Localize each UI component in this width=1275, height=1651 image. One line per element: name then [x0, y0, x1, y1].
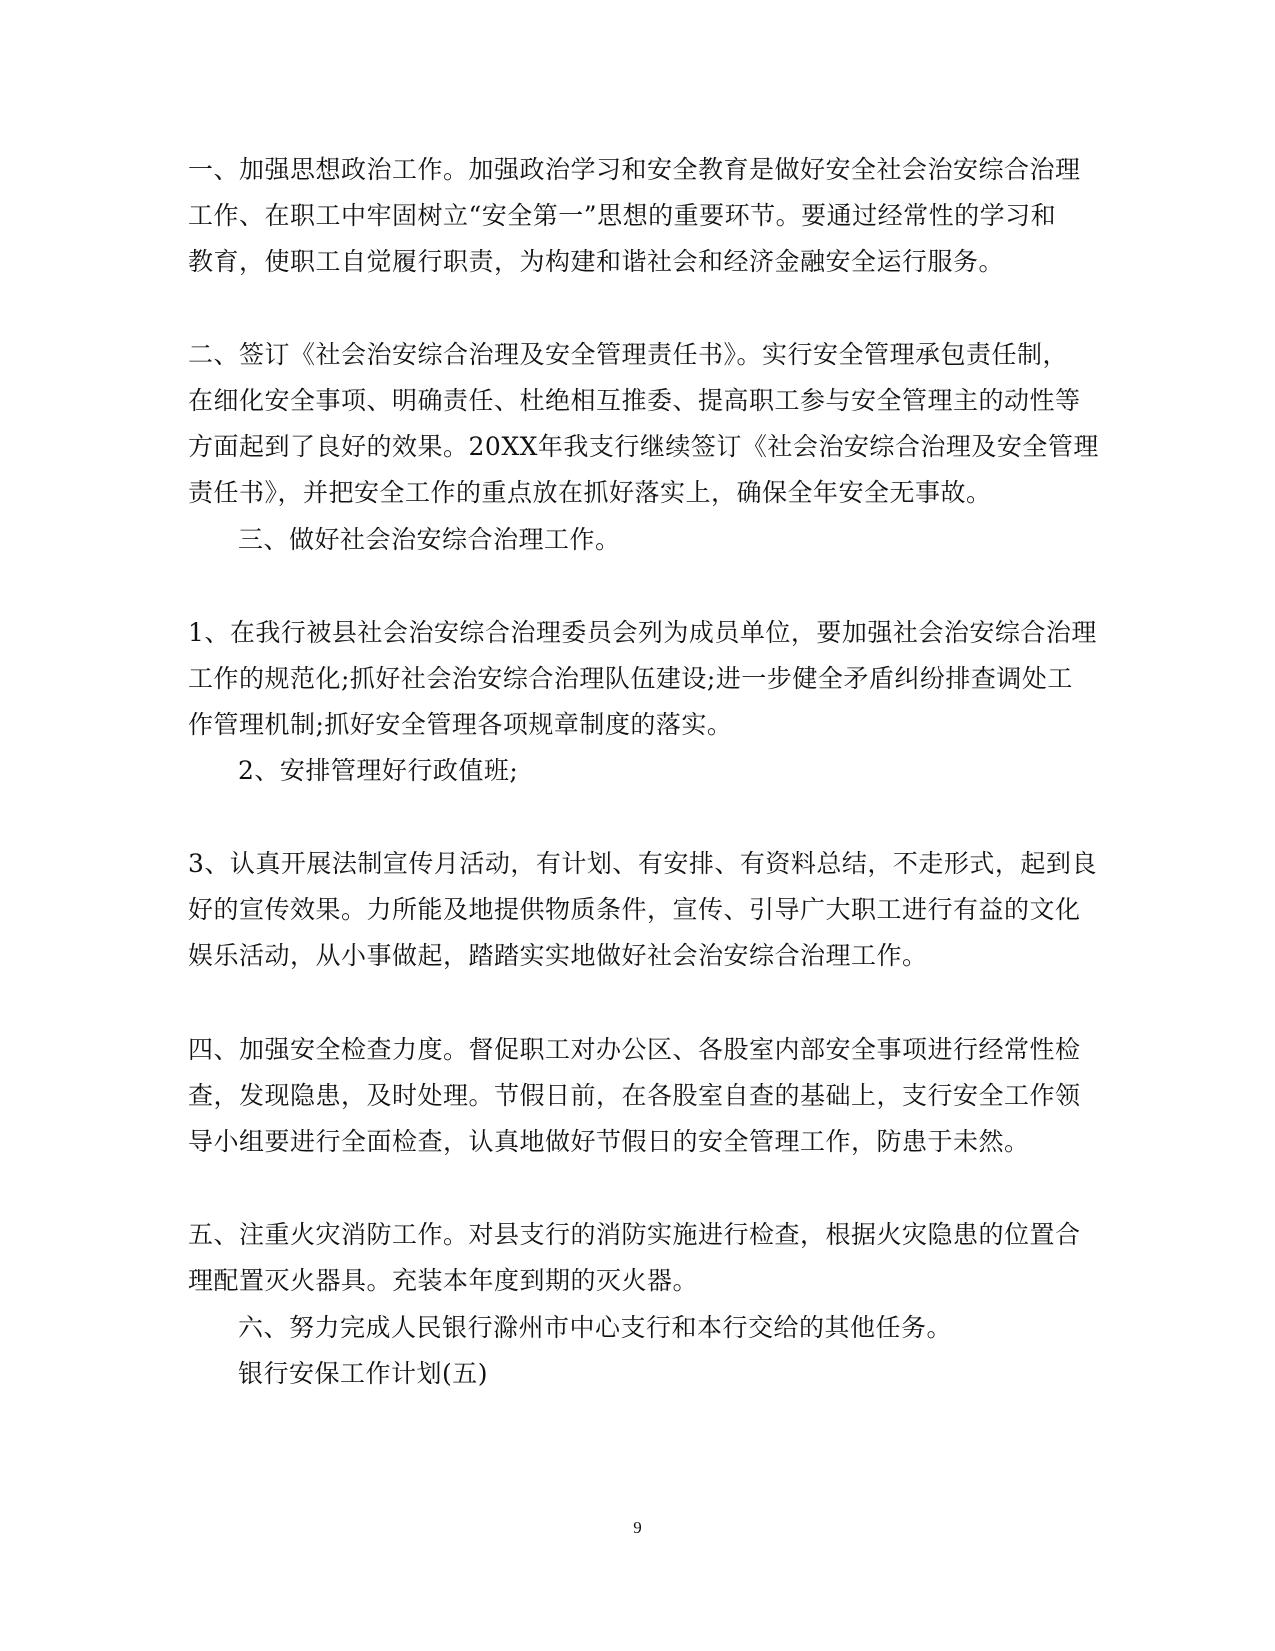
- item-6: 六、努力完成人民银行滁州市中心支行和本行交给的其他任务。: [238, 1313, 953, 1342]
- item-1-line-2: 工作的规范化;抓好社会治安综合治理队伍建设;进一步健全矛盾纠纷排查调处工: [188, 664, 1073, 693]
- paragraph-2-line-2: 在细化安全事项、明确责任、杜绝相互推委、提高职工参与安全管理主的动性等: [188, 386, 1081, 415]
- paragraph-4-line-3: 导小组要进行全面检查，认真地做好节假日的安全管理工作，防患于未然。: [188, 1127, 1030, 1156]
- item-1-line-3: 作管理机制;抓好安全管理各项规章制度的落实。: [188, 710, 733, 739]
- paragraph-1-line-1: 一、加强思想政治工作。加强政治学习和安全教育是做好安全社会治安综合治理: [188, 155, 1081, 184]
- item-3-line-2: 好的宣传效果。力所能及地提供物质条件，宣传、引导广大职工进行有益的文化: [188, 895, 1081, 924]
- item-3-line-3: 娱乐活动，从小事做起，踏踏实实地做好社会治安综合治理工作。: [188, 941, 928, 970]
- paragraph-4-line-2: 查，发现隐患，及时处理。节假日前，在各股室自查的基础上，支行安全工作领: [188, 1081, 1081, 1110]
- paragraph-1-line-3: 教育，使职工自觉履行职责，为构建和谐社会和经济金融安全运行服务。: [188, 247, 1005, 276]
- item-2: 2、安排管理好行政值班;: [238, 756, 519, 785]
- item-1-line-1: 1、在我行被县社会治安综合治理委员会列为成员单位，要加强社会治安综合治理: [188, 618, 1097, 647]
- paragraph-5-line-2: 理配置灭火器具。充装本年度到期的灭火器。: [188, 1266, 699, 1295]
- page-number: 9: [633, 1518, 642, 1537]
- next-section-title: 银行安保工作计划(五): [238, 1359, 489, 1388]
- section-3-heading: 三、做好社会治安综合治理工作。: [238, 525, 621, 554]
- paragraph-2-line-4: 责任书》，并把安全工作的重点放在抓好落实上，确保全年安全无事故。: [188, 478, 992, 507]
- paragraph-5-line-1: 五、注重火灾消防工作。对县支行的消防实施进行检查，根据火灾隐患的位置合: [188, 1220, 1081, 1249]
- paragraph-4-line-1: 四、加强安全检查力度。督促职工对办公区、各股室内部安全事项进行经常性检: [188, 1035, 1081, 1064]
- paragraph-2-line-3: 方面起到了良好的效果。20XX年我支行继续签订《社会治安综合治理及安全管理: [188, 432, 1099, 461]
- paragraph-1-line-2: 工作、在职工中牢固树立“安全第一”思想的重要环节。要通过经常性的学习和: [188, 201, 1057, 230]
- paragraph-2-line-1: 二、签订《社会治安综合治理及安全管理责任书》。实行安全管理承包责任制，: [188, 340, 1069, 369]
- item-3-line-1: 3、认真开展法制宣传月活动，有计划、有安排、有资料总结，不走形式，起到良: [188, 849, 1097, 878]
